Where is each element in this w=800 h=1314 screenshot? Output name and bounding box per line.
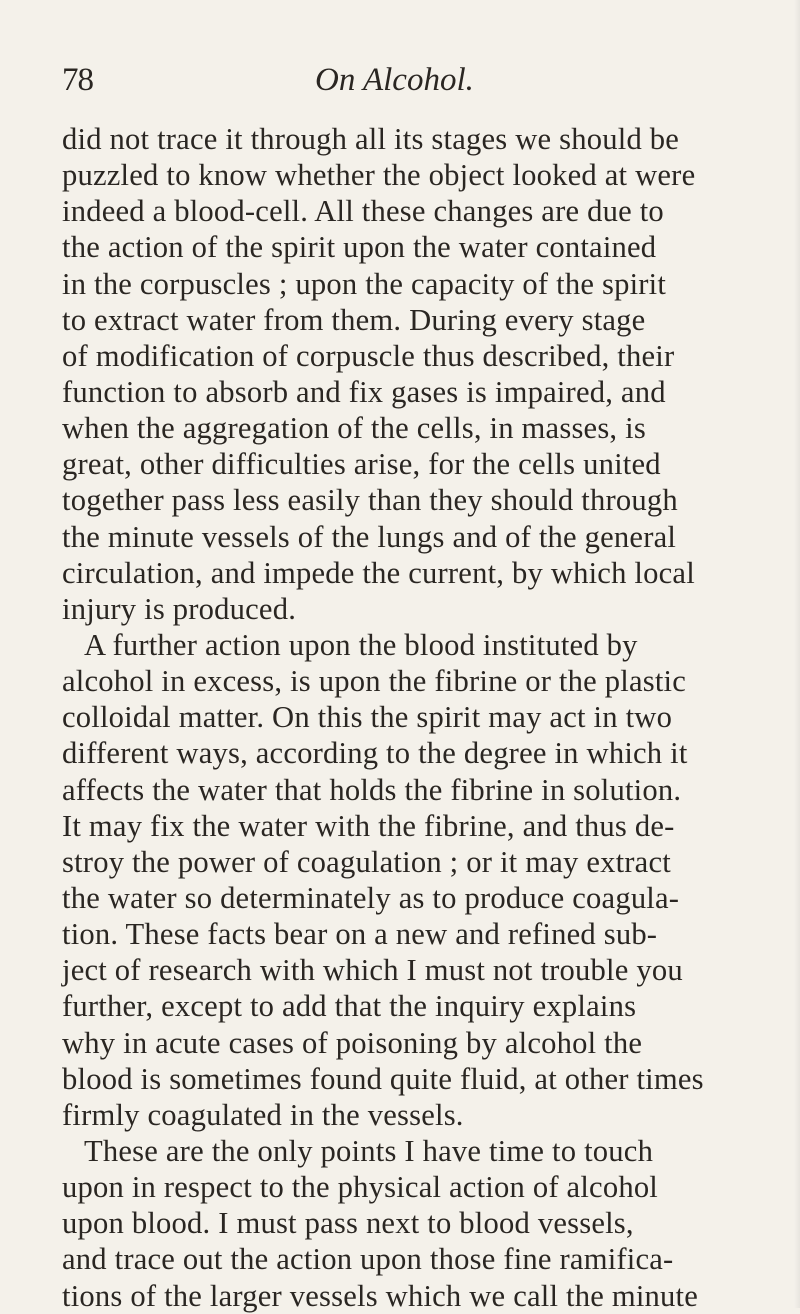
text-line: injury is produced. (62, 591, 297, 626)
text-line: puzzled to know whether the object looked at were (62, 158, 696, 193)
text-line: different ways, according to the degree in which it (62, 736, 688, 771)
text-line: together pass less easily than they should through (62, 483, 678, 518)
text-line: circulation, and impede the current, by which local (62, 555, 695, 590)
page-number: 78 (62, 62, 93, 98)
text-line: blood is sometimes found quite fluid, at other times (62, 1061, 704, 1096)
text-line: tion. These facts bear on a new and refined sub- (62, 917, 658, 952)
text-line: firmly coagulated in the vessels. (62, 1097, 464, 1132)
paragraph-start-line: These are the only points I have time to touch (84, 1133, 654, 1168)
text-line: colloidal matter. On this the spirit may act in two (62, 700, 673, 735)
text-line: indeed a blood-cell. All these changes are due to (62, 194, 664, 229)
text-line: to extract water from them. During every stage (62, 302, 646, 337)
text-line: ject of research with which I must not trouble you (62, 953, 683, 988)
text-line: upon in respect to the physical action of alcohol (62, 1170, 659, 1205)
text-line: the minute vessels of the lungs and of the general (62, 519, 677, 554)
text-line: further, except to add that the inquiry explains (62, 989, 637, 1024)
text-line: stroy the power of coagulation ; or it may extract (62, 844, 671, 879)
text-line: why in acute cases of poisoning by alcohol the (62, 1025, 643, 1060)
text-line: the water so determinately as to produce coagula- (62, 880, 680, 915)
text-line: tions of the larger vessels which we call the minute (62, 1278, 698, 1313)
text-line: did not trace it through all its stages we should be (62, 122, 680, 156)
text-line: function to absorb and fix gases is impaired, and (62, 374, 666, 409)
text-line: and trace out the action upon those fine ramifica- (62, 1242, 674, 1277)
text-line: alcohol in excess, is upon the fibrine or the plastic (62, 664, 687, 699)
text-line: It may fix the water with the fibrine, and thus de- (62, 808, 675, 843)
text-line: in the corpuscles ; upon the capacity of the spirit (62, 266, 667, 301)
body-text (62, 121, 742, 1314)
text-line: upon blood. I must pass next to blood vessels, (62, 1206, 634, 1241)
text-line: affects the water that holds the fibrine in solution. (62, 772, 682, 807)
running-title: On Alcohol. (315, 62, 474, 98)
page-header (62, 62, 702, 108)
paragraph-start-line: A further action upon the blood instituted by (84, 627, 638, 662)
text-line: the action of the spirit upon the water contained (62, 230, 657, 265)
page-edge-shadow (794, 0, 800, 1308)
text-line: great, other difficulties arise, for the cells united (62, 447, 661, 482)
text-line: when the aggregation of the cells, in masses, is (62, 411, 646, 446)
text-line: of modification of corpuscle thus described, their (62, 338, 675, 373)
